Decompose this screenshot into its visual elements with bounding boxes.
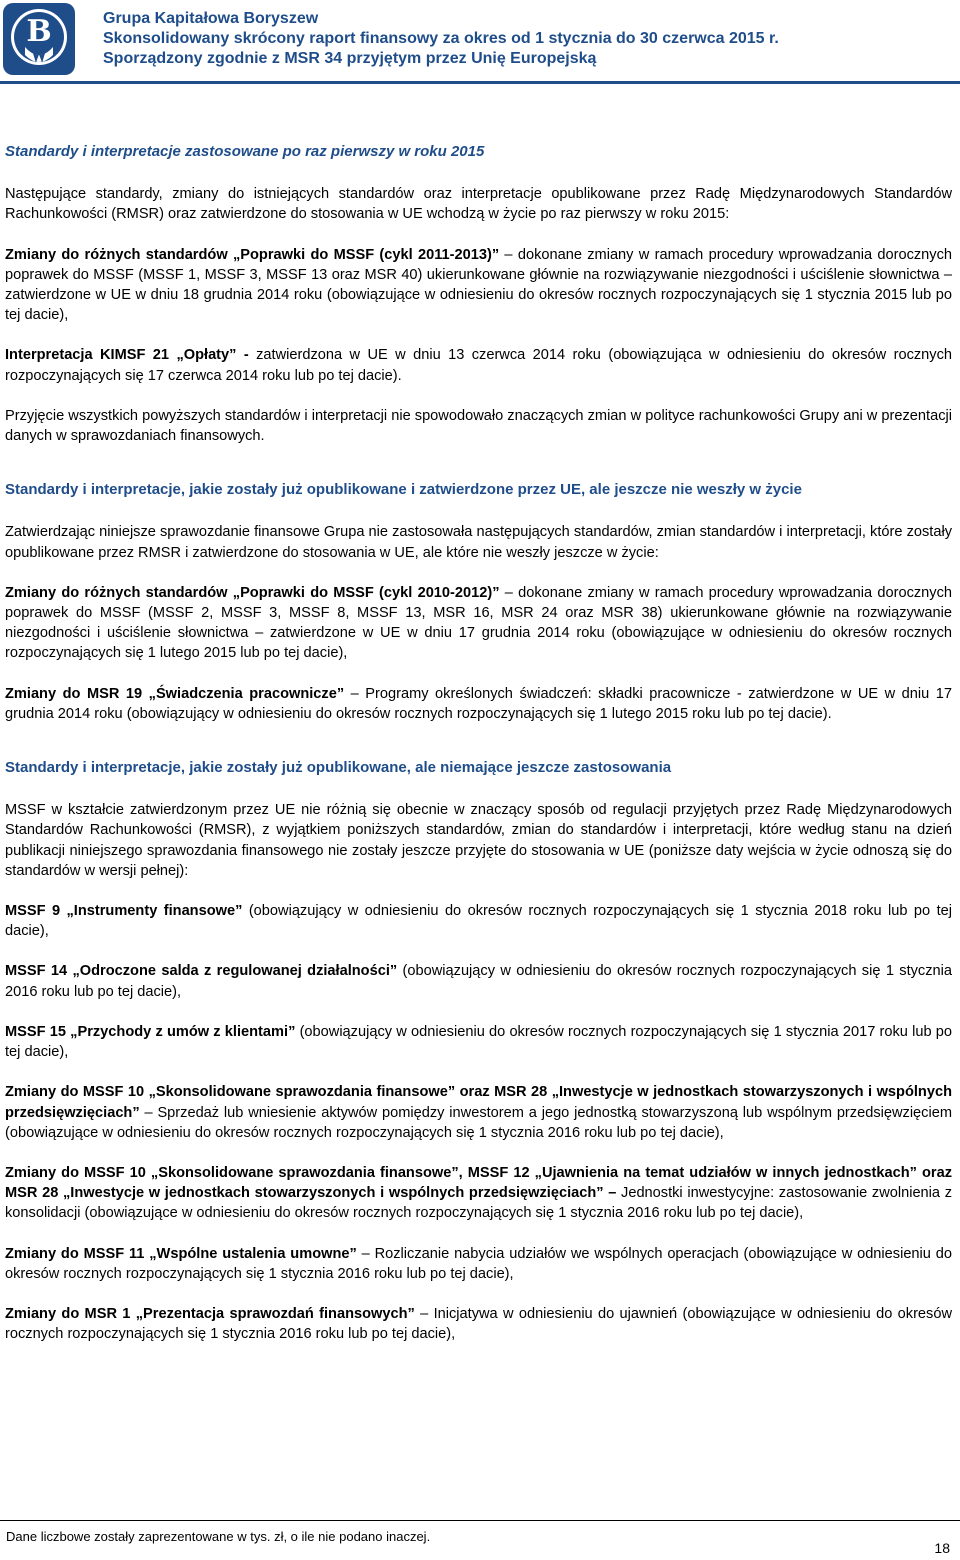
company-name: Grupa Kapitałowa Boryszew (103, 10, 319, 27)
section3-item1 (5, 901, 952, 941)
section1-conclusion: Przyjęcie wszystkich powyższych standardów i interpretacji nie spowodowało znaczących zmian w polityce rachunkowości Grupy ani w prezentacji danych w sprawozdaniach finansowych. (5, 407, 952, 445)
section3-item4-title: Zmiany do MSSF 10 „Skonsolidowane sprawozdania finansowe” oraz MSR 28 „Inwestycje w jednostkach stowarzyszonych i wspólnych przedsięwzięciach” (5, 1084, 952, 1121)
section1-item2-text: zatwierdzona w UE w dniu 13 czerwca 2014 roku (obowiązująca w odniesieniu do okresów rocznych rozpoczynających się 17 czerwca 2014 roku lub po tej dacie). (5, 347, 953, 384)
section3-item2-title: MSSF 14 „Odroczone salda z regulowanej działalności” (5, 963, 398, 980)
page-number: 18 (934, 1540, 950, 1556)
section3-item2-text: (obowiązujący w odniesieniu do okresów rocznych rozpoczynających się 1 stycznia 2016 roku lub po tej dacie), (5, 963, 952, 1000)
boryszew-logo (3, 3, 75, 75)
section1-item2-title: Interpretacja KIMSF 21 „Opłaty” - (5, 347, 249, 364)
section3-item3-title: MSSF 15 „Przychody z umów z klientami” (5, 1023, 296, 1040)
section3-item6 (5, 1244, 952, 1284)
section3-heading: Standardy i interpretacje, jakie zostały już opublikowane, ale niemające jeszcze zastosowania (5, 759, 672, 777)
section2-item1 (5, 583, 952, 664)
section3-item4 (5, 1082, 952, 1143)
section1-heading: Standardy i interpretacje zastosowane po raz pierwszy w roku 2015 (5, 143, 485, 160)
standard-note: Sporządzony zgodnie z MSR 34 przyjętym przez Unię Europejską (103, 50, 597, 67)
section1-item1-text: – dokonane zmiany w ramach procedury wprowadzania dorocznych poprawek do MSSF (MSSF 1, MSSF 3, MSSF 13 oraz MSR 40) ukierunkowane głównie na rozwiązywanie niezgodności i uściślenie słownictwa – zatwierdzone w UE w dniu 18 grudnia 2014 roku (obowiązujące w odniesieniu do okresów rocznych rozpoczynających się 1 stycznia 2015 lub po tej dacie), (5, 246, 952, 324)
section2-item2-title: Zmiany do MSR 19 „Świadczenia pracownicze” (5, 685, 345, 702)
section2-heading: Standardy i interpretacje, jakie zostały już opublikowane i zatwierdzone przez UE, ale jeszcze nie weszły w życie (5, 481, 802, 499)
header-text-block (103, 9, 779, 69)
section2-item1-text: – dokonane zmiany w ramach procedury wprowadzania dorocznych poprawek do MSSF (MSSF 2, MSSF 3, MSSF 8, MSSF 13, MSR 16, MSR 24 oraz MSR 38) ukierunkowane głównie na rozwiązywanie niezgodności i uściślenie słownictwa – zatwierdzone w UE w dniu 17 grudnia 2014 roku (obowiązujące w odniesieniu do okresów rocznych rozpoczynających się 1 lutego 2015 lub po tej dacie), (5, 584, 952, 662)
section3-item7 (5, 1304, 952, 1344)
section2-item2-text: – Programy określonych świadczeń: składki pracownicze - zatwierdzone w UE w dniu 17 grudnia 2014 roku (obowiązujący w odniesieniu do okresów rocznych rozpoczynających się 1 lutego 2015 roku lub po tej dacie). (5, 685, 953, 722)
section2-item1-title: Zmiany do różnych standardów „Poprawki do MSSF (cykl 2010-2012)” (5, 584, 500, 601)
section1-item1 (5, 245, 952, 326)
section3-item7-title: Zmiany do MSR 1 „Prezentacja sprawozdań finansowych” (5, 1305, 415, 1322)
section1-intro: Następujące standardy, zmiany do istniejących standardów oraz interpretacje opublikowane przez Radę Międzynarodowych Standardów Rachunkowości (RMSR) oraz zatwierdzone do stosowania w UE wchodzą w życie po raz pierwszy w roku 2015: (5, 186, 952, 223)
section1-item2 (5, 345, 952, 385)
section3-item3-text: (obowiązujący w odniesieniu do okresów rocznych rozpoczynających się 1 stycznia 2017 roku lub po tej dacie), (5, 1023, 952, 1061)
section3-item1-title: MSSF 9 „Instrumenty finansowe” (5, 903, 243, 920)
page-header (0, 0, 960, 84)
document-body (5, 142, 952, 1364)
section3-item5 (5, 1163, 952, 1224)
footer-divider (0, 1520, 960, 1521)
section3-item6-text: – Rozliczanie nabycia udziałów we wspólnych operacjach (obowiązujące w odniesieniu do okresów rocznych rozpoczynających się 1 stycznia 2016 roku lub po tej dacie), (5, 1245, 952, 1282)
section3-item5-text: Jednostki inwestycyjne: zastosowanie zwolnienia z konsolidacji (obowiązujące w odniesieniu do okresów rocznych rozpoczynających się 1 stycznia 2016 roku lub po tej dacie), (5, 1185, 953, 1222)
section3-item4-text: – Sprzedaż lub wniesienie aktywów pomiędzy inwestorem a jego jednostką stowarzyszoną lub wspólnym przedsięwzięciem (obowiązujące w odniesieniu do okresów rocznych rozpoczynających się 1 stycznia 2016 roku lub po tej dacie), (5, 1104, 952, 1141)
section2-intro: Zatwierdzając niniejsze sprawozdanie finansowe Grupa nie zastosowała następujących standardów, zmian standardów i interpretacji, które zostały opublikowane przez RMSR i zatwierdzone do stosowania w UE, ale które nie weszły jeszcze w życie: (5, 524, 952, 561)
logo-letter: B (26, 14, 52, 49)
section3-intro: MSSF w kształcie zatwierdzonym przez UE nie różnią się obecnie w znaczący sposób od regulacji przyjętych przez Radę Międzynarodowych Standardów Rachunkowości (RMSR), z wyjątkiem poniższych standardów, zmian do standardów i interpretacji, które według stanu na dzień publikacji niniejszego sprawozdania finansowego nie zostały jeszcze przyjęte do stosowania w UE (poniższe daty wejścia w życie odnoszą się do standardów w wersji pełnej): (5, 802, 952, 879)
footer-note: Dane liczbowe zostały zaprezentowane w tys. zł, o ile nie podano inaczej. (6, 1529, 431, 1544)
section3-item1-text: (obowiązujący w odniesieniu do okresów rocznych rozpoczynających się 1 stycznia 2018 roku lub po tej dacie), (5, 903, 952, 940)
section3-item2 (5, 961, 952, 1001)
section1-item1-title: Zmiany do różnych standardów „Poprawki do MSSF (cykl 2011-2013)” (5, 246, 500, 263)
section3-item6-title: Zmiany do MSSF 11 „Wspólne ustalenia umowne” (5, 1245, 357, 1262)
section3-item7-text: – Inicjatywa w odniesieniu do ujawnień (obowiązujące w odniesieniu do okresów rocznych rozpoczynających się 1 stycznia 2016 roku lub po tej dacie), (5, 1305, 952, 1343)
header-divider (0, 81, 960, 84)
section3-item3 (5, 1022, 952, 1062)
section2-item2 (5, 684, 952, 724)
section3-item5-title: Zmiany do MSSF 10 „Skonsolidowane sprawozdania finansowe”, MSSF 12 „Ujawnienia na temat udziałów w innych jednostkach” oraz MSR 28 „Inwestycje w jednostkach stowarzyszonych i wspólnych przedsięwzięciach” – (5, 1164, 952, 1202)
report-title: Skonsolidowany skrócony raport finansowy za okres od 1 stycznia do 30 czerwca 2015 r. (103, 30, 779, 47)
